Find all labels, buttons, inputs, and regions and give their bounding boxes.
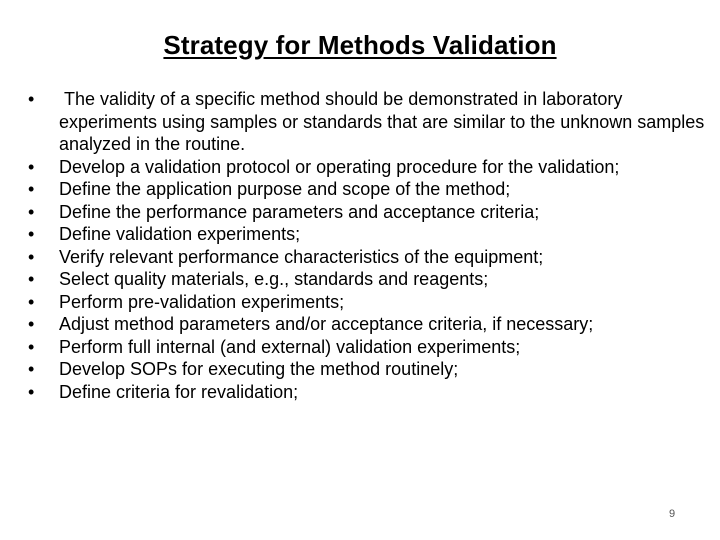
bullet-item [28, 358, 708, 381]
bullet-text: Adjust method parameters and/or acceptance criteria, if necessary; [59, 314, 594, 334]
bullet-dot: • [28, 381, 35, 402]
bullet-item [28, 201, 708, 224]
bullet-list [28, 88, 708, 403]
bullet-dot: • [28, 89, 35, 109]
bullet-text: Define validation experiments; [59, 224, 301, 244]
bullet-item [28, 178, 708, 201]
bullet-text: Define criteria for revalidation; [59, 381, 299, 402]
bullet-dot: • [28, 359, 35, 379]
bullet-text: Perform pre-validation experiments; [59, 291, 345, 312]
bullet-dot: • [28, 201, 35, 222]
bullet-text: Verify relevant performance characteristics of the equipment; [59, 246, 544, 267]
bullet-dot: • [28, 246, 35, 267]
bullet-dot: • [28, 291, 35, 312]
bullet-text: Define the application purpose and scope of the method; [59, 179, 511, 199]
bullet-text: Define the performance parameters and acceptance criteria; [59, 201, 540, 222]
bullet-text: Perform full internal (and external) validation experiments; [59, 336, 521, 357]
bullet-item [28, 88, 708, 156]
bullet-dot: • [28, 224, 35, 244]
bullet-item [28, 268, 708, 291]
bullet-item [28, 381, 708, 404]
bullet-item [28, 223, 708, 246]
bullet-text: The validity of a specific method should be demonstrated in laboratory experiments using samples or standards that are similar to the unknown samples analyzed in the routine. [59, 89, 710, 154]
bullet-dot: • [28, 156, 35, 177]
slide-title: Strategy for Methods Validation [163, 30, 557, 60]
bullet-item [28, 313, 708, 336]
bullet-dot: • [28, 336, 35, 357]
bullet-item [28, 291, 708, 314]
bullet-text: Select quality materials, e.g., standards and reagents; [59, 269, 489, 289]
bullet-text: Develop SOPs for executing the method routinely; [59, 359, 459, 379]
bullet-dot: • [28, 269, 35, 289]
bullet-item [28, 246, 708, 269]
bullet-dot: • [28, 314, 35, 334]
page-number: 9 [668, 508, 676, 520]
bullet-dot: • [28, 179, 35, 199]
bullet-item [28, 156, 708, 179]
bullet-text: Develop a validation protocol or operating procedure for the validation; [59, 156, 620, 177]
bullet-item [28, 336, 708, 359]
